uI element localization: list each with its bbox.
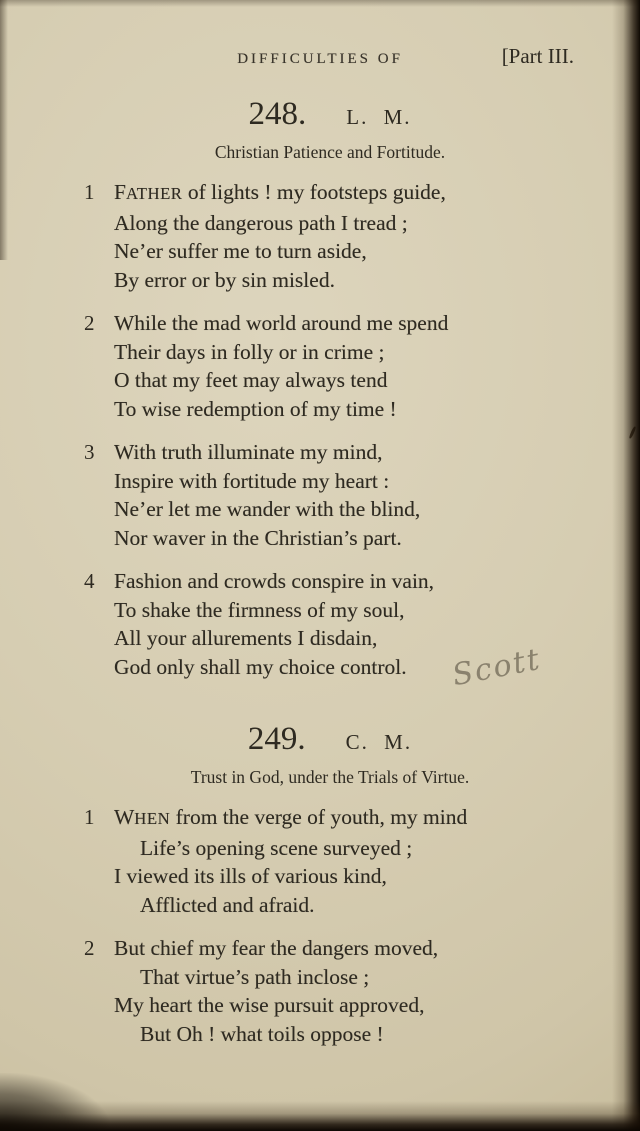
verse-line: To shake the firmness of my soul, bbox=[114, 597, 405, 622]
verse-line: Along the dangerous path I tread ; bbox=[114, 210, 408, 235]
hymn bbox=[84, 98, 576, 681]
hymn-title: Trust in God, under the Trials of Virtue. bbox=[190, 767, 470, 787]
hymn-number: 248. bbox=[248, 96, 307, 132]
verse-line: Inspire with fortitude my heart : bbox=[114, 468, 390, 493]
verse-number: 4 bbox=[84, 569, 95, 593]
verse-line: O that my feet may always tend bbox=[114, 368, 388, 392]
verse-lines bbox=[114, 934, 576, 1048]
hymn-list bbox=[84, 98, 576, 1048]
verse-number: 3 bbox=[84, 440, 95, 464]
verse-line: I viewed its ills of various kind, bbox=[114, 864, 387, 888]
hymn-meter: L. M. bbox=[346, 105, 412, 129]
verse-line: Ne’er let me wander with the blind, bbox=[114, 497, 421, 521]
page-corner-shadow bbox=[0, 1073, 110, 1131]
verse-line: FATHER of lights ! my footsteps guide, bbox=[114, 180, 446, 204]
verse-line: But Oh ! what toils oppose ! bbox=[140, 1021, 384, 1046]
verse bbox=[84, 934, 576, 1048]
verse-lines bbox=[114, 178, 576, 294]
hymn-number: 249. bbox=[247, 721, 306, 757]
verse-lines bbox=[114, 803, 576, 919]
hymn-title: Christian Patience and Fortitude. bbox=[214, 142, 446, 162]
verse-line: But chief my fear the dangers moved, bbox=[114, 936, 439, 960]
lead-word: WHEN bbox=[114, 805, 171, 829]
verse-line: Their days in folly or in crime ; bbox=[114, 339, 385, 364]
verse-line: My heart the wise pursuit approved, bbox=[114, 993, 425, 1017]
verse bbox=[84, 178, 576, 294]
part-label: [Part III. bbox=[501, 44, 574, 68]
page-edge-shadow-right bbox=[612, 0, 640, 1131]
page-edge-shadow-left bbox=[0, 0, 8, 260]
verse-lines bbox=[114, 309, 576, 423]
verse-line: Afflicted and afraid. bbox=[140, 892, 315, 917]
page-edge-shadow-top bbox=[0, 0, 640, 7]
hymn bbox=[84, 723, 576, 1048]
hymn-meter: C. M. bbox=[345, 730, 413, 754]
verse-line: That virtue’s path inclose ; bbox=[140, 964, 370, 989]
verse-line: While the mad world around me spend bbox=[114, 311, 449, 335]
verse-number: 2 bbox=[84, 936, 95, 960]
verse-line: All your allurements I disdain, bbox=[114, 626, 378, 650]
running-title: DIFFICULTIES OF bbox=[237, 51, 403, 67]
verse bbox=[84, 567, 576, 681]
verse-line: WHEN from the verge of youth, my mind bbox=[114, 805, 468, 829]
verse-line: Ne’er suffer me to turn aside, bbox=[114, 239, 367, 263]
verse-number: 1 bbox=[84, 180, 95, 204]
verse-line: By error or by sin misled. bbox=[114, 267, 335, 292]
running-header bbox=[84, 44, 576, 74]
verse-number: 2 bbox=[84, 311, 95, 335]
lead-word: FATHER bbox=[114, 180, 183, 204]
verse bbox=[84, 803, 576, 919]
verse-line: Life’s opening scene surveyed ; bbox=[140, 835, 413, 860]
verse-line: God only shall my choice control. bbox=[114, 654, 407, 679]
verse-lines bbox=[114, 567, 576, 681]
verse-line: Fashion and crowds conspire in vain, bbox=[114, 569, 435, 593]
verse bbox=[84, 438, 576, 552]
handwritten-annotation: Scott bbox=[449, 641, 545, 694]
hymn-heading bbox=[84, 98, 576, 131]
verse-number: 1 bbox=[84, 805, 95, 829]
verse-line: With truth illuminate my mind, bbox=[114, 440, 383, 464]
verse-lines bbox=[114, 438, 576, 552]
hymn-heading bbox=[84, 723, 576, 756]
verse bbox=[84, 309, 576, 423]
verse-line: Nor waver in the Christian’s part. bbox=[114, 525, 402, 550]
verse-line: To wise redemption of my time ! bbox=[114, 396, 397, 421]
